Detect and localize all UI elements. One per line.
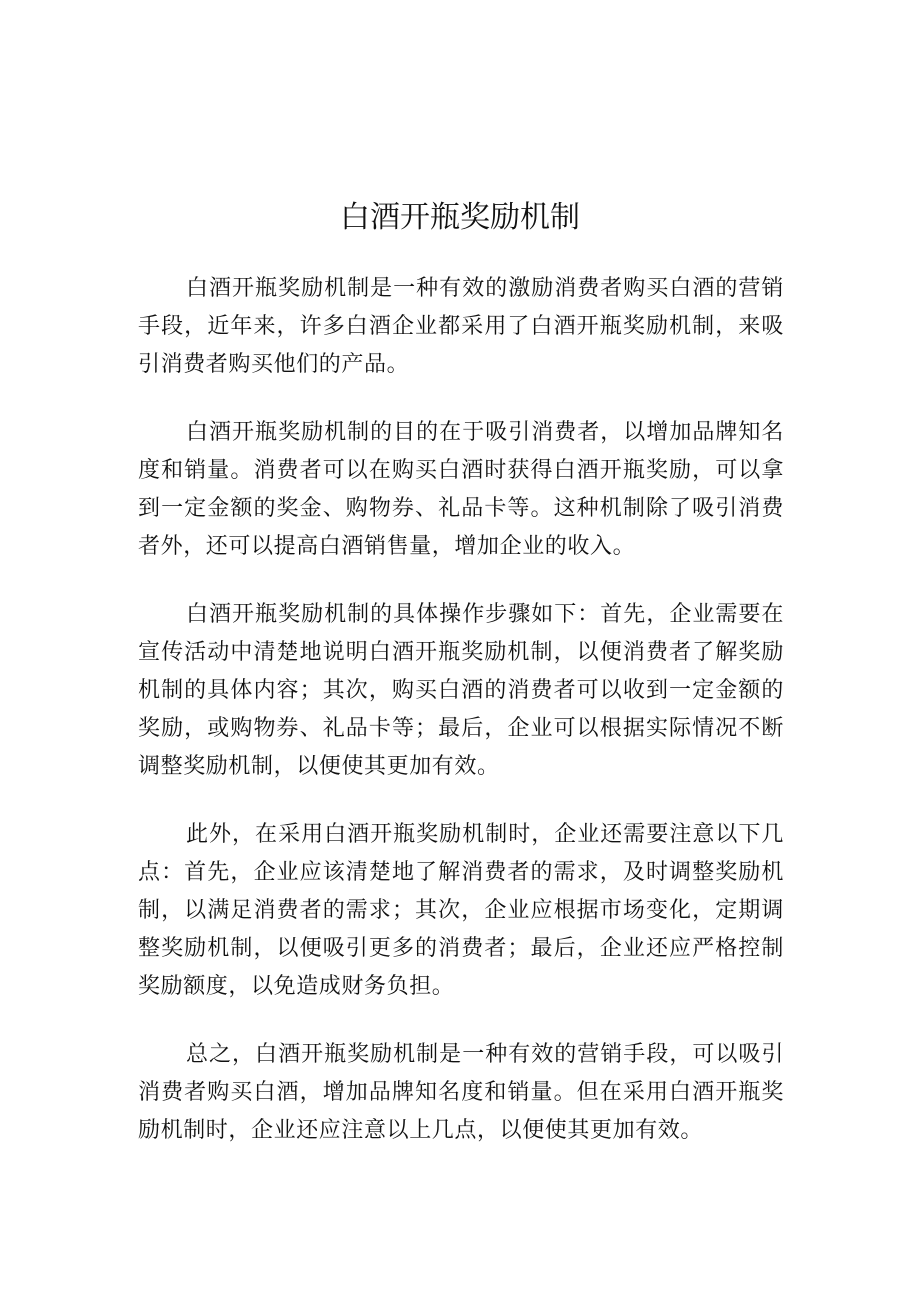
- paragraph-summary: 总之，白酒开瓶奖励机制是一种有效的营销手段，可以吸引消费者购买白酒，增加品牌知名度和销量。但在采用白酒开瓶奖励机制时，企业还应注意以上几点，以便使其更加有效。: [138, 1042, 784, 1143]
- document-body: [138, 270, 784, 1150]
- paragraph-purpose: 白酒开瓶奖励机制的目的在于吸引消费者，以增加品牌知名度和销量。消费者可以在购买白酒时获得白酒开瓶奖励，可以拿到一定金额的奖金、购物券、礼品卡等。这种机制除了吸引消费者外，还可以提高白酒销售量，增加企业的收入。: [138, 420, 784, 559]
- paragraph-intro: 白酒开瓶奖励机制是一种有效的激励消费者购买白酒的营销手段，近年来，许多白酒企业都采用了白酒开瓶奖励机制，来吸引消费者购买他们的产品。: [138, 276, 784, 377]
- paragraph-notes: 此外，在采用白酒开瓶奖励机制时，企业还需要注意以下几点：首先，企业应该清楚地了解消费者的需求，及时调整奖励机制，以满足消费者的需求；其次，企业应根据市场变化，定期调整奖励机制，以便吸引更多的消费者；最后，企业还应严格控制奖励额度，以免造成财务负担。: [138, 822, 784, 999]
- page-title: 白酒开瓶奖励机制: [340, 200, 580, 235]
- paragraph-steps: 白酒开瓶奖励机制的具体操作步骤如下：首先，企业需要在宣传活动中清楚地说明白酒开瓶奖励机制，以便消费者了解奖励机制的具体内容；其次，购买白酒的消费者可以收到一定金额的奖励，或购物券、礼品卡等；最后，企业可以根据实际情况不断调整奖励机制，以便使其更加有效。: [138, 602, 784, 779]
